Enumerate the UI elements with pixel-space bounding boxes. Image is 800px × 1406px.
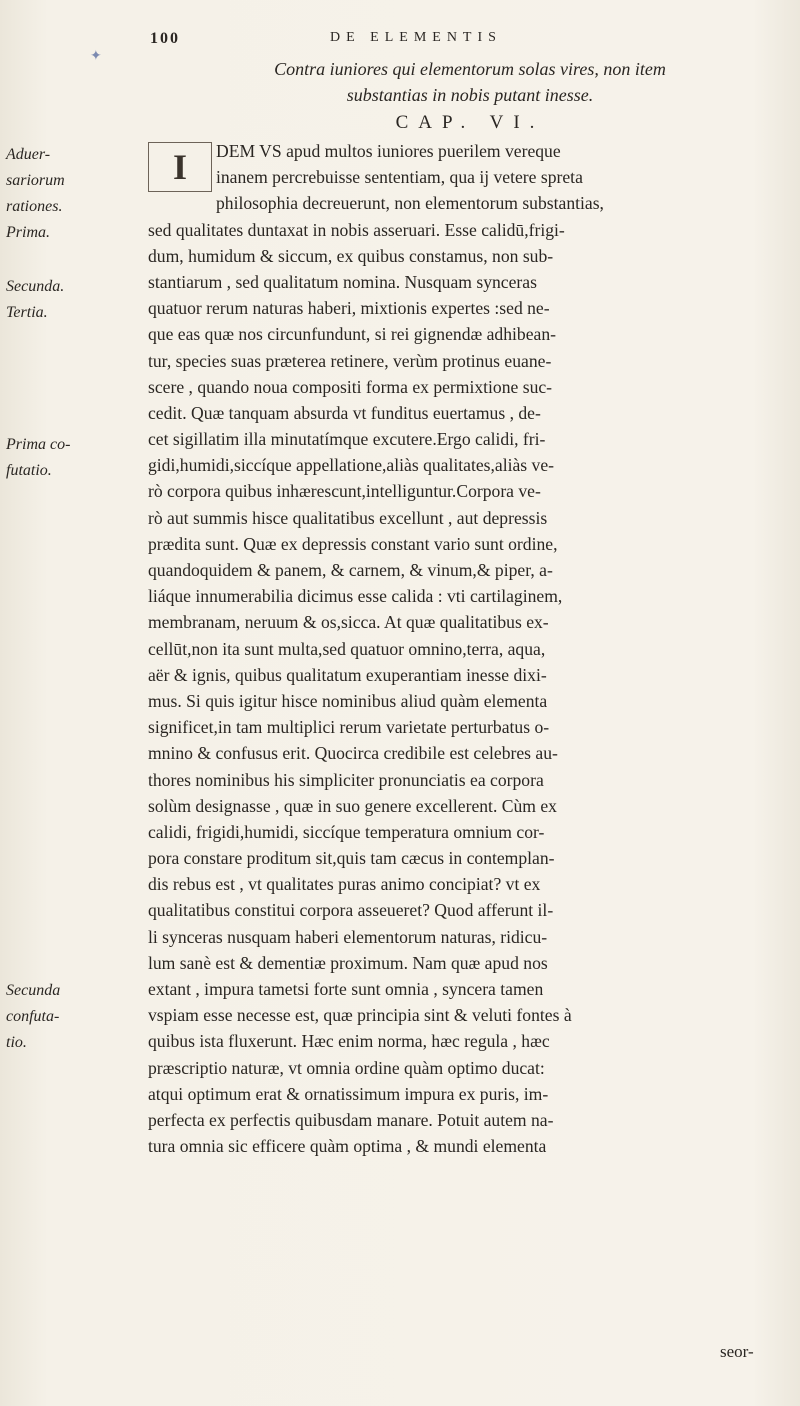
margin-note: Prima co- bbox=[6, 436, 71, 453]
text-line: rò corpora quibus inhærescunt,intelliguntur.Corpora ve- bbox=[148, 481, 541, 502]
text-line: dum, humidum & siccum, ex quibus constamus, non sub- bbox=[148, 245, 554, 266]
text-line: solùm designasse , quæ in suo genere excellerent. Cùm ex bbox=[148, 795, 557, 816]
text-line: cellūt,non ita sunt multa,sed quatuor omnino,terra, aqua, bbox=[148, 638, 546, 659]
text-line: philosophia decreuerunt, non elementorum substantias, bbox=[216, 193, 604, 214]
text-line: liáque innumerabilia dicimus esse calida : vti cartilaginem, bbox=[148, 586, 563, 607]
text-line: quandoquidem & panem, & carnem, & vinum,& piper, a- bbox=[148, 560, 553, 580]
text-line: vspiam esse necesse est, quæ principia sint & veluti fontes à bbox=[148, 1005, 572, 1026]
text-line: lum sanè est & dementiæ proximum. Nam quæ apud nos bbox=[148, 952, 548, 973]
chapter-number: CAP. VI. bbox=[395, 112, 545, 133]
text-line: cedit. Quæ tanquam absurda vt funditus euertamus , de- bbox=[148, 402, 541, 423]
text-line: DEM VS apud multos iuniores puerilem vereque bbox=[216, 141, 561, 161]
text-line: aër & ignis, quibus qualitatum exuperantiam inesse dixi- bbox=[148, 664, 547, 685]
ornament-mark: ✦ bbox=[90, 49, 102, 64]
text-line: qualitatibus constitui corpora asseueret? Quod afferunt il- bbox=[148, 900, 554, 921]
text-line: significet,in tam multiplici rerum varietate perturbatus o- bbox=[148, 717, 550, 738]
text-line: pora constare proditum sit,quis tam cæcus in contemplan- bbox=[148, 848, 555, 869]
margin-note: Tertia. bbox=[6, 304, 48, 321]
text-line: præscriptio naturæ, vt omnia ordine quàm optimo ducat: bbox=[148, 1057, 545, 1078]
text-line: scere , quando noua compositi forma ex permixtione suc- bbox=[148, 376, 553, 397]
margin-note: confuta- bbox=[6, 1008, 60, 1025]
text-line: li synceras nusquam haberi elementorum naturas, ridicu- bbox=[148, 926, 548, 947]
text-line: perfecta ex perfectis quibusdam manare. Potuit autem na- bbox=[148, 1109, 554, 1130]
text-line: tur, species suas præterea retinere, verùm protinus euane- bbox=[148, 350, 552, 371]
catchword: seor- bbox=[720, 1342, 754, 1361]
text-line: gidi,humidi,siccíque appellatione,aliàs qualitates,aliàs ve- bbox=[148, 455, 554, 476]
margin-note: Secunda bbox=[6, 982, 61, 999]
margin-note: tio. bbox=[6, 1034, 27, 1051]
page-header bbox=[150, 30, 790, 52]
body-text bbox=[148, 138, 793, 1159]
text-line: quatuor rerum naturas haberi, mixtionis expertes :sed ne- bbox=[148, 298, 550, 319]
text-line: calidi, frigidi,humidi, siccíque temperatura omnium cor- bbox=[148, 821, 545, 842]
text-line: inanem percrebuisse sententiam, qua ij vetere spreta bbox=[216, 167, 583, 188]
text-line: sed qualitates duntaxat in nobis asseruari. Esse calidū,frigi- bbox=[148, 219, 565, 240]
text-line: dis rebus est , vt qualitates puras animo concipiat? vt ex bbox=[148, 874, 541, 895]
drop-initial: I bbox=[148, 142, 212, 192]
running-title: DE ELEMENTIS bbox=[330, 30, 502, 45]
margin-note: futatio. bbox=[6, 462, 52, 479]
chapter-heading-line-1: Contra iuniores qui elementorum solas vires, non item bbox=[274, 59, 666, 79]
text-line: que eas quæ nos circunfundunt, si rei gignendæ adhibean- bbox=[148, 324, 556, 345]
text-line: stantiarum , sed qualitatum nomina. Nusquam synceras bbox=[148, 271, 537, 292]
text-line: membranam, neruum & os,sicca. At quæ qualitatibus ex- bbox=[148, 612, 549, 633]
text-line: atqui optimum erat & ornatissimum impura ex puris, im- bbox=[148, 1083, 549, 1104]
margin-note: sariorum bbox=[6, 172, 65, 189]
margin-note: Prima. bbox=[6, 224, 50, 241]
text-line: cet sigillatim illa minutatímque excutere.Ergo calidi, fri- bbox=[148, 429, 546, 450]
text-line: mnino & confusus erit. Quocirca credibile est celebres au- bbox=[148, 743, 558, 764]
chapter-heading-line-2: substantias in nobis putant inesse. bbox=[346, 85, 594, 105]
text-line: tura omnia sic efficere quàm optima , & mundi elementa bbox=[148, 1136, 547, 1157]
text-line: extant , impura tametsi forte sunt omnia , syncera tamen bbox=[148, 979, 544, 999]
page-number: 100 bbox=[150, 30, 180, 47]
text-line: quibus ista fluxerunt. Hæc enim norma, hæc regula , hæc bbox=[148, 1031, 550, 1052]
text-line: mus. Si quis igitur hisce nominibus aliud quàm elementa bbox=[148, 690, 548, 711]
body-lines bbox=[148, 138, 793, 1159]
chapter-heading bbox=[150, 56, 790, 108]
margin-note: Secunda. bbox=[6, 278, 65, 295]
text-line: rò aut summis hisce qualitatibus excellunt , aut depressis bbox=[148, 507, 548, 528]
text-line: thores nominibus his simpliciter pronunciatis ea corpora bbox=[148, 769, 544, 790]
margin-note: rationes. bbox=[6, 198, 63, 215]
margin-note: Aduer- bbox=[6, 146, 51, 163]
text-line: prædita sunt. Quæ ex depressis constant vario sunt ordine, bbox=[148, 533, 558, 554]
